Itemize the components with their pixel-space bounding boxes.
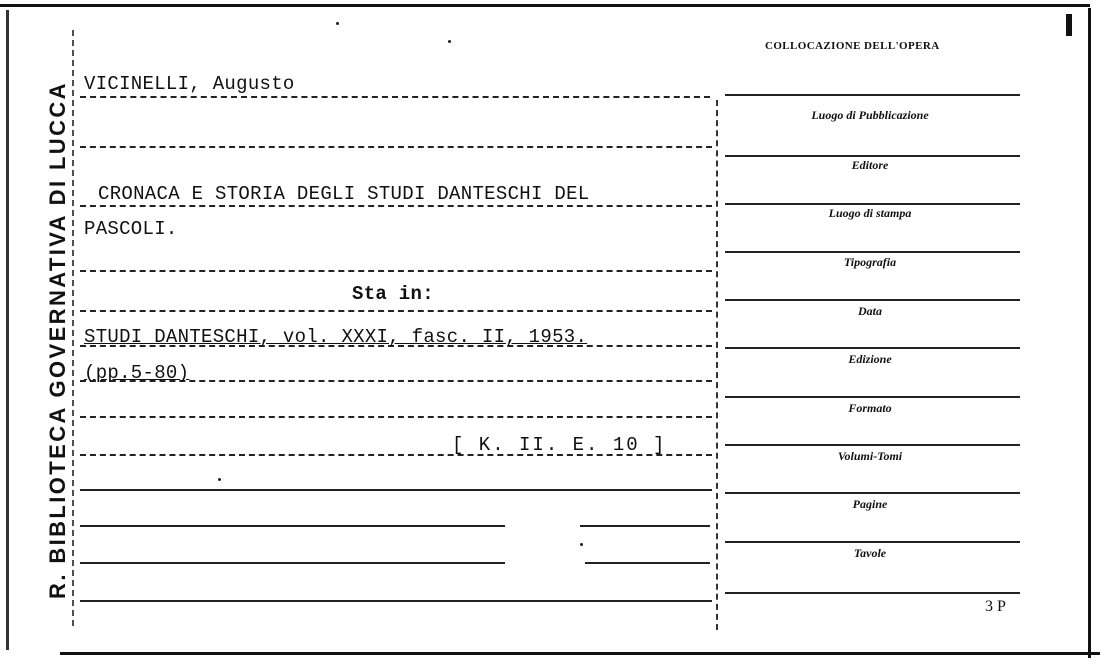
page-marker: 3 P xyxy=(985,598,1006,615)
field-tipografia: Tipografia xyxy=(843,255,897,269)
field-luogo-pubblicazione: Luogo di Pubblicazione xyxy=(811,108,929,122)
card-margin-line xyxy=(72,30,74,630)
field-rule xyxy=(725,155,1020,157)
field-rule xyxy=(725,203,1020,205)
library-name-vertical: R. BIBLIOTECA GOVERNATIVA DI LUCCA xyxy=(45,81,70,599)
field-editore: Editore xyxy=(851,158,889,172)
rule-line xyxy=(80,205,712,207)
field-rule xyxy=(725,592,1020,594)
card-border-top xyxy=(0,4,1090,7)
column-separator xyxy=(716,100,718,630)
page-range: (pp.5-80) xyxy=(84,362,190,384)
field-rule xyxy=(725,541,1020,543)
speck xyxy=(580,543,583,546)
field-rule xyxy=(725,251,1020,253)
rule-line xyxy=(80,562,505,564)
rule-line xyxy=(580,525,710,527)
speck xyxy=(448,40,451,43)
collocation-header: COLLOCAZIONE DELL'OPERA xyxy=(765,40,940,52)
field-rule xyxy=(725,492,1020,494)
corner-mark xyxy=(1066,14,1072,36)
speck xyxy=(336,22,339,25)
field-rule xyxy=(725,396,1020,398)
rule-line xyxy=(80,525,505,527)
title-line-1: CRONACA E STORIA DEGLI STUDI DANTESCHI DEL xyxy=(98,183,590,205)
card-border-left xyxy=(6,10,9,650)
field-rule xyxy=(725,444,1020,446)
speck xyxy=(218,478,221,481)
rule-line xyxy=(585,562,710,564)
rule-line xyxy=(80,600,712,602)
field-pagine: Pagine xyxy=(852,497,888,511)
author: VICINELLI, Augusto xyxy=(84,73,295,95)
field-tavole: Tavole xyxy=(853,546,887,560)
field-data: Data xyxy=(858,304,882,318)
rule-line xyxy=(80,489,712,491)
field-rule xyxy=(725,347,1020,349)
field-formato: Formato xyxy=(848,401,892,415)
rule-line xyxy=(80,416,712,418)
source-citation: STUDI DANTESCHI, vol. XXXI, fasc. II, 1953. xyxy=(84,326,588,348)
field-rule xyxy=(725,299,1020,301)
rule-line xyxy=(80,270,712,272)
rule-line xyxy=(80,146,712,148)
rule-line xyxy=(80,310,712,312)
card-border-bottom xyxy=(60,652,1100,655)
sta-in-label: Sta in: xyxy=(352,283,434,305)
field-luogo-stampa: Luogo di stampa xyxy=(828,206,912,220)
rule-line xyxy=(80,96,710,98)
shelfmark: [ K. II. E. 10 ] xyxy=(452,434,667,456)
field-volumi-tomi: Volumi-Tomi xyxy=(837,449,903,463)
title-line-2: PASCOLI. xyxy=(84,218,178,240)
field-rule xyxy=(725,94,1020,96)
card-border-right xyxy=(1088,8,1091,658)
field-edizione: Edizione xyxy=(848,352,892,366)
